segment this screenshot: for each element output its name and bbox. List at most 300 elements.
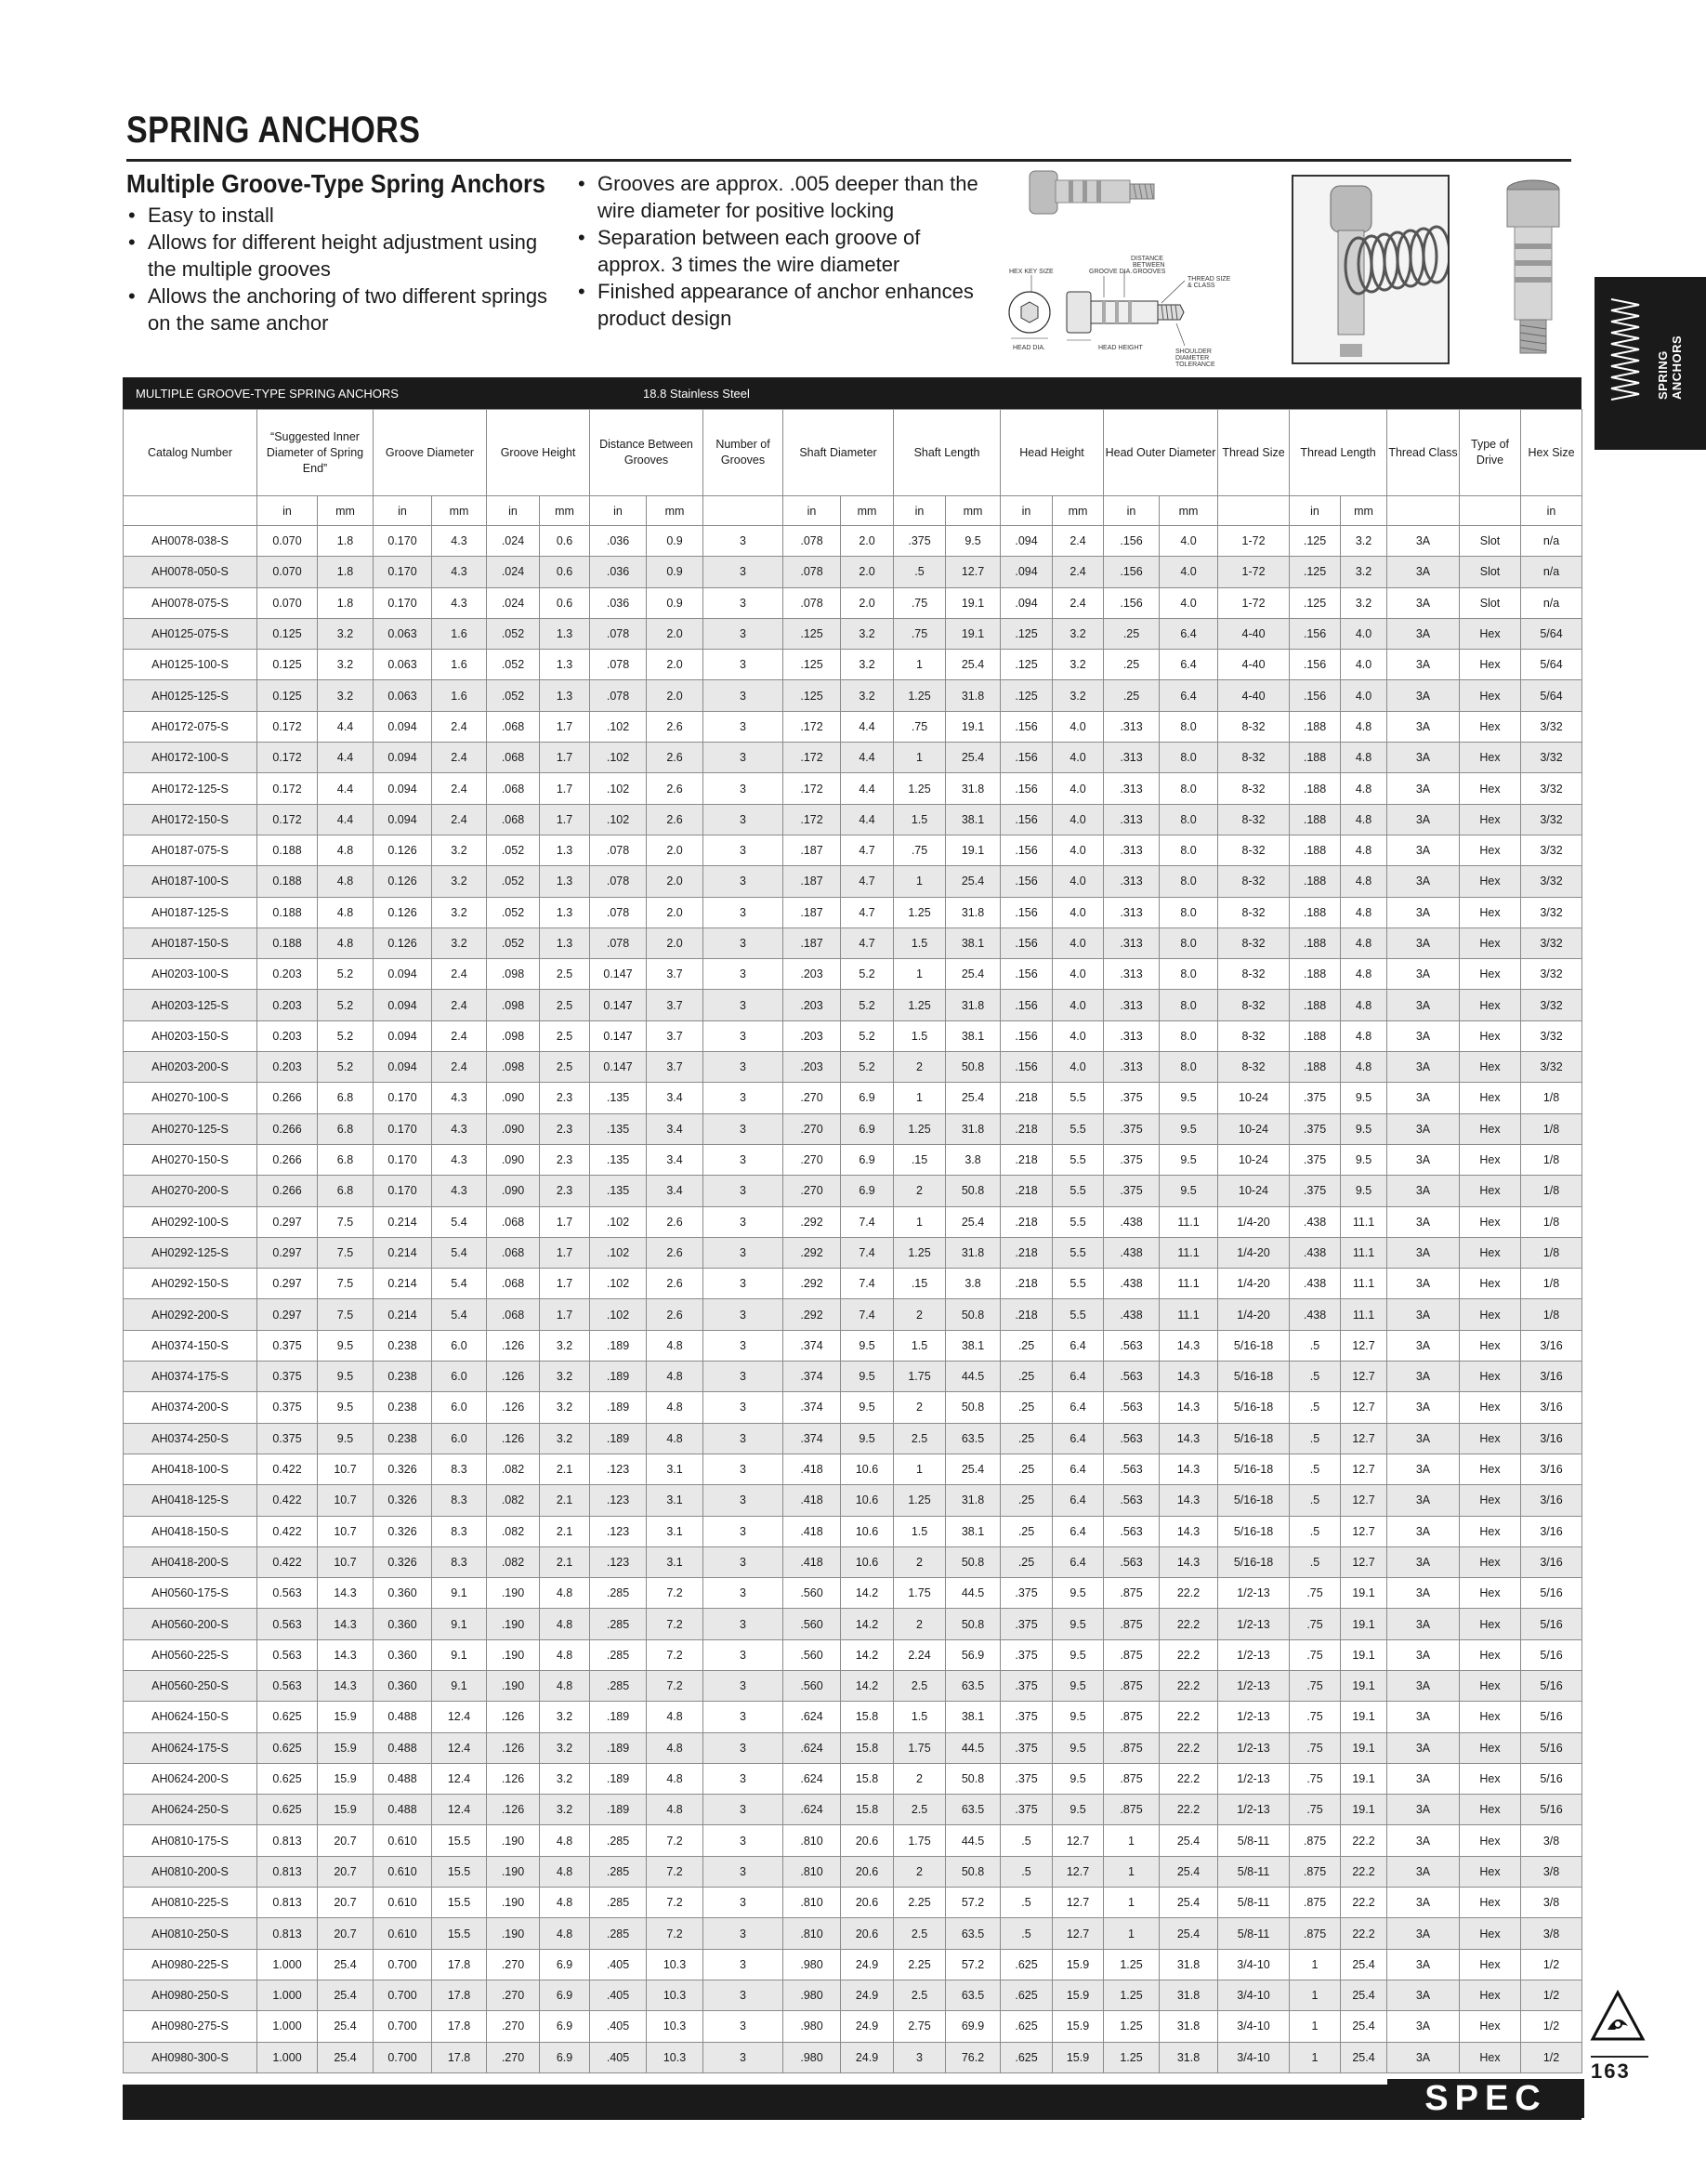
table-cell: .292	[783, 1206, 841, 1237]
catalog-number-cell: AH0980-300-S	[124, 2042, 257, 2072]
table-cell: .270	[783, 1113, 841, 1144]
table-cell: .810	[783, 1918, 841, 1949]
table-cell: 6.8	[318, 1144, 374, 1175]
page-number: 163	[1591, 2059, 1631, 2083]
table-cell: Hex	[1460, 1609, 1521, 1639]
table-cell: 5.5	[1053, 1144, 1104, 1175]
table-cell: .188	[1290, 773, 1341, 804]
table-cell: 25.4	[318, 1980, 374, 2010]
label-shoulder-2: DIAMETER	[1175, 355, 1210, 362]
table-cell: .125	[1290, 526, 1341, 557]
table-cell: 3	[703, 1795, 783, 1825]
table-cell: .810	[783, 1825, 841, 1856]
table-cell: .203	[783, 990, 841, 1020]
header-distance: Distance Between Grooves	[590, 410, 703, 496]
table-cell: .068	[487, 711, 540, 742]
table-cell: 4-40	[1218, 680, 1290, 711]
table-cell: .313	[1104, 804, 1160, 835]
table-cell: .052	[487, 897, 540, 928]
table-cell: 3A	[1387, 1206, 1460, 1237]
table-cell: 5/16-18	[1218, 1330, 1290, 1361]
table-cell: 8-32	[1218, 743, 1290, 773]
table-cell: .980	[783, 2042, 841, 2072]
table-cell: 6.8	[318, 1113, 374, 1144]
table-cell: 0.488	[374, 1795, 432, 1825]
table-cell: 22.2	[1160, 1732, 1218, 1763]
table-cell: 4.8	[540, 1609, 590, 1639]
table-cell: 8.0	[1160, 866, 1218, 897]
table-cell: 25.4	[1341, 1949, 1387, 1980]
table-cell: .172	[783, 773, 841, 804]
table-cell: 2.3	[540, 1144, 590, 1175]
table-cell: 3	[703, 773, 783, 804]
catalog-number-cell: AH0187-125-S	[124, 897, 257, 928]
table-cell: 0.813	[257, 1825, 318, 1856]
table-cell: 38.1	[946, 1702, 1001, 1732]
table-cell: 63.5	[946, 1423, 1001, 1454]
table-cell: .078	[590, 835, 647, 865]
table-cell: 3.2	[841, 650, 894, 680]
catalog-number-cell: AH0810-200-S	[124, 1856, 257, 1887]
catalog-number-cell: AH0560-250-S	[124, 1670, 257, 1701]
table-cell: 19.1	[1341, 1795, 1387, 1825]
table-cell: 0.125	[257, 650, 318, 680]
table-row	[124, 1330, 1582, 1361]
table-cell: .25	[1001, 1454, 1053, 1484]
table-cell: .156	[1001, 1020, 1053, 1051]
unit-cell: mm	[841, 496, 894, 526]
table-cell: .418	[783, 1454, 841, 1484]
table-cell: 2.3	[540, 1176, 590, 1206]
table-cell: 9.5	[1160, 1113, 1218, 1144]
table-cell: .418	[783, 1546, 841, 1577]
header-num-grooves: Number of Grooves	[703, 410, 783, 496]
table-cell: 5.5	[1053, 1083, 1104, 1113]
table-cell: .135	[590, 1083, 647, 1113]
table-cell: 50.8	[946, 1856, 1001, 1887]
table-row	[124, 897, 1582, 928]
table-cell: 0.170	[374, 1176, 432, 1206]
table-cell: 4.8	[540, 1856, 590, 1887]
table-cell: Hex	[1460, 1176, 1521, 1206]
table-cell: 6.9	[841, 1113, 894, 1144]
table-cell: 0.070	[257, 587, 318, 618]
table-cell: .560	[783, 1578, 841, 1609]
table-cell: .438	[1290, 1237, 1341, 1268]
table-cell: 1.75	[894, 1362, 946, 1392]
table-cell: 3A	[1387, 650, 1460, 680]
table-cell: .126	[487, 1330, 540, 1361]
table-cell: 4.0	[1053, 711, 1104, 742]
table-cell: 1.5	[894, 804, 946, 835]
table-cell: 1.25	[894, 1485, 946, 1516]
table-cell: .189	[590, 1732, 647, 1763]
table-cell: Hex	[1460, 959, 1521, 990]
table-cell: 4.8	[318, 928, 374, 958]
table-cell: 3/4-10	[1218, 2011, 1290, 2042]
table-cell: 50.8	[946, 1299, 1001, 1330]
table-cell: 31.8	[1160, 2011, 1218, 2042]
label-head-dia: HEAD DIA.	[1013, 345, 1046, 351]
table-cell: Slot	[1460, 526, 1521, 557]
table-cell: 0.170	[374, 1144, 432, 1175]
table-cell: 9.5	[841, 1330, 894, 1361]
table-cell: .270	[487, 2011, 540, 2042]
table-cell: Hex	[1460, 1516, 1521, 1546]
table-cell: .036	[590, 557, 647, 587]
table-cell: 1.000	[257, 2042, 318, 2072]
catalog-number-cell: AH0187-075-S	[124, 835, 257, 865]
table-cell: 1.25	[894, 680, 946, 711]
table-cell: Hex	[1460, 1052, 1521, 1083]
table-cell: 2.5	[894, 1670, 946, 1701]
table-cell: 25.4	[1160, 1918, 1218, 1949]
table-cell: 3A	[1387, 526, 1460, 557]
table-cell: 1/2-13	[1218, 1763, 1290, 1794]
table-cell: 4.7	[841, 897, 894, 928]
table-cell: .082	[487, 1546, 540, 1577]
catalog-number-cell: AH0270-100-S	[124, 1083, 257, 1113]
catalog-number-cell: AH0810-250-S	[124, 1918, 257, 1949]
table-cell: 2.4	[432, 959, 487, 990]
table-cell: 14.3	[1160, 1516, 1218, 1546]
table-cell: 2.4	[432, 711, 487, 742]
table-cell: 1/2-13	[1218, 1795, 1290, 1825]
table-cell: Hex	[1460, 1485, 1521, 1516]
table-cell: 3A	[1387, 1795, 1460, 1825]
table-cell: .375	[1104, 1083, 1160, 1113]
table-cell: 8-32	[1218, 866, 1290, 897]
table-cell: .203	[783, 1052, 841, 1083]
table-cell: 1.75	[894, 1732, 946, 1763]
table-cell: 3	[703, 1732, 783, 1763]
table-cell: 12.4	[432, 1763, 487, 1794]
table-cell: 19.1	[946, 711, 1001, 742]
table-cell: .090	[487, 1144, 540, 1175]
table-cell: 10.3	[647, 1980, 703, 2010]
table-cell: .375	[1290, 1144, 1341, 1175]
table-cell: 10.3	[647, 2042, 703, 2072]
table-cell: n/a	[1521, 557, 1582, 587]
table-cell: 1.25	[894, 1237, 946, 1268]
unit-cell	[1387, 496, 1460, 526]
table-cell: Hex	[1460, 1578, 1521, 1609]
table-cell: 4.8	[647, 1362, 703, 1392]
table-cell: 6.9	[841, 1176, 894, 1206]
table-cell: 0.214	[374, 1299, 432, 1330]
table-row	[124, 1423, 1582, 1454]
table-cell: .156	[1001, 835, 1053, 865]
table-cell: 14.3	[1160, 1362, 1218, 1392]
table-cell: 1/8	[1521, 1144, 1582, 1175]
table-row	[124, 650, 1582, 680]
header-catalog: Catalog Number	[124, 410, 257, 496]
table-cell: Hex	[1460, 1330, 1521, 1361]
table-cell: .189	[590, 1362, 647, 1392]
table-cell: .375	[1001, 1732, 1053, 1763]
table-cell: Hex	[1460, 1888, 1521, 1918]
table-cell: 4.8	[1341, 773, 1387, 804]
table-cell: 0.625	[257, 1702, 318, 1732]
header-hex: Hex Size	[1521, 410, 1582, 496]
table-cell: 20.6	[841, 1918, 894, 1949]
table-cell: 2.0	[841, 526, 894, 557]
table-cell: .218	[1001, 1176, 1053, 1206]
table-cell: .5	[1290, 1516, 1341, 1546]
catalog-number-cell: AH0172-125-S	[124, 773, 257, 804]
unit-cell: in	[374, 496, 432, 526]
table-row	[124, 1299, 1582, 1330]
table-cell: 0.094	[374, 773, 432, 804]
table-cell: .25	[1001, 1423, 1053, 1454]
table-cell: 1.25	[1104, 1949, 1160, 1980]
catalog-number-cell: AH0270-125-S	[124, 1113, 257, 1144]
table-cell: 0.326	[374, 1485, 432, 1516]
unit-cell	[124, 496, 257, 526]
table-cell: 9.5	[318, 1362, 374, 1392]
table-cell: .313	[1104, 990, 1160, 1020]
table-cell: 3	[703, 928, 783, 958]
table-cell: 2.75	[894, 2011, 946, 2042]
table-cell: 0.126	[374, 866, 432, 897]
table-row	[124, 1144, 1582, 1175]
catalog-number-cell: AH0810-225-S	[124, 1888, 257, 1918]
table-cell: .172	[783, 743, 841, 773]
table-row	[124, 1949, 1582, 1980]
table-cell: .156	[1001, 1052, 1053, 1083]
table-cell: .285	[590, 1856, 647, 1887]
table-cell: 3A	[1387, 680, 1460, 711]
table-cell: 24.9	[841, 2011, 894, 2042]
table-cell: 2.25	[894, 1888, 946, 1918]
table-cell: 4.4	[318, 711, 374, 742]
table-cell: 1-72	[1218, 557, 1290, 587]
table-cell: 57.2	[946, 1888, 1001, 1918]
table-cell: Hex	[1460, 804, 1521, 835]
table-cell: 4.0	[1053, 835, 1104, 865]
catalog-number-cell: AH0418-150-S	[124, 1516, 257, 1546]
table-cell: 15.8	[841, 1795, 894, 1825]
catalog-number-cell: AH0187-100-S	[124, 866, 257, 897]
table-cell: 4.8	[647, 1423, 703, 1454]
table-row	[124, 2042, 1582, 2072]
feature-item: • Easy to install	[126, 202, 563, 229]
table-cell: 3	[703, 1144, 783, 1175]
table-cell: 3/32	[1521, 959, 1582, 990]
table-cell: 11.1	[1160, 1237, 1218, 1268]
table-row	[124, 804, 1582, 835]
table-cell: 0.094	[374, 1052, 432, 1083]
table-cell: .438	[1104, 1206, 1160, 1237]
table-cell: 11.1	[1341, 1206, 1387, 1237]
table-cell: 5.2	[841, 990, 894, 1020]
table-cell: 1/2-13	[1218, 1670, 1290, 1701]
table-cell: 9.1	[432, 1578, 487, 1609]
table-cell: .098	[487, 1052, 540, 1083]
table-cell: 7.5	[318, 1269, 374, 1299]
table-cell: .123	[590, 1485, 647, 1516]
table-cell: .156	[1001, 866, 1053, 897]
table-cell: 22.2	[1160, 1795, 1218, 1825]
table-cell: .270	[783, 1176, 841, 1206]
table-cell: 4.8	[647, 1392, 703, 1423]
table-cell: 0.9	[647, 587, 703, 618]
table-cell: 6.9	[841, 1083, 894, 1113]
table-cell: .375	[1290, 1083, 1341, 1113]
table-cell: 6.4	[1160, 650, 1218, 680]
table-cell: 3/16	[1521, 1454, 1582, 1484]
label-shoulder-3: TOLERANCE	[1175, 362, 1215, 368]
table-cell: .172	[783, 804, 841, 835]
table-cell: 0.203	[257, 1052, 318, 1083]
table-cell: 25.4	[946, 1083, 1001, 1113]
catalog-number-cell: AH0624-250-S	[124, 1795, 257, 1825]
table-cell: 22.2	[1160, 1702, 1218, 1732]
table-cell: .5	[1290, 1362, 1341, 1392]
table-cell: 1/2	[1521, 2042, 1582, 2072]
table-cell: 2.5	[894, 1795, 946, 1825]
table-cell: 15.9	[1053, 1980, 1104, 2010]
table-cell: 22.2	[1160, 1578, 1218, 1609]
table-cell: 3.7	[647, 1052, 703, 1083]
table-cell: .052	[487, 835, 540, 865]
table-row	[124, 743, 1582, 773]
table-cell: 2.6	[647, 773, 703, 804]
table-cell: .405	[590, 2042, 647, 2072]
table-row	[124, 1795, 1582, 1825]
table-cell: 14.3	[1160, 1423, 1218, 1454]
table-cell: 19.1	[1341, 1702, 1387, 1732]
table-cell: .15	[894, 1269, 946, 1299]
table-cell: 3.2	[540, 1392, 590, 1423]
table-cell: 6.0	[432, 1330, 487, 1361]
table-cell: 1.3	[540, 866, 590, 897]
unit-cell: in	[1521, 496, 1582, 526]
table-cell: 7.2	[647, 1609, 703, 1639]
table-cell: 7.4	[841, 1299, 894, 1330]
table-cell: 0.094	[374, 743, 432, 773]
table-cell: 3.4	[647, 1083, 703, 1113]
table-cell: 25.4	[946, 1206, 1001, 1237]
table-row	[124, 1052, 1582, 1083]
table-cell: .078	[590, 897, 647, 928]
feature-item: • Allows for different height adjustment using the multiple grooves	[126, 229, 563, 283]
table-cell: 5/16	[1521, 1732, 1582, 1763]
table-cell: 5/64	[1521, 680, 1582, 711]
table-cell: 12.7	[1053, 1918, 1104, 1949]
table-cell: 15.9	[318, 1702, 374, 1732]
table-cell: 4.8	[1341, 1052, 1387, 1083]
table-cell: 9.5	[318, 1392, 374, 1423]
table-cell: .625	[1001, 1949, 1053, 1980]
table-cell: 4.7	[841, 866, 894, 897]
table-cell: 3A	[1387, 1020, 1460, 1051]
table-cell: 4.0	[1341, 650, 1387, 680]
table-cell: 1/8	[1521, 1237, 1582, 1268]
table-cell: 2.5	[894, 1423, 946, 1454]
table-cell: .438	[1290, 1206, 1341, 1237]
table-cell: .102	[590, 804, 647, 835]
table-row	[124, 1176, 1582, 1206]
table-cell: 3	[703, 804, 783, 835]
table-cell: 19.1	[946, 835, 1001, 865]
table-cell: .052	[487, 928, 540, 958]
table-cell: n/a	[1521, 587, 1582, 618]
table-cell: 25.4	[946, 1454, 1001, 1484]
table-cell: .560	[783, 1670, 841, 1701]
table-cell: 9.5	[1341, 1083, 1387, 1113]
table-cell: .405	[590, 2011, 647, 2042]
table-cell: 50.8	[946, 1392, 1001, 1423]
table-cell: 14.2	[841, 1670, 894, 1701]
table-cell: 4.4	[318, 804, 374, 835]
table-cell: 0.188	[257, 835, 318, 865]
table-cell: .5	[1290, 1330, 1341, 1361]
table-cell: Slot	[1460, 587, 1521, 618]
table-cell: 12.7	[1341, 1330, 1387, 1361]
table-cell: .313	[1104, 1020, 1160, 1051]
table-cell: .052	[487, 618, 540, 649]
table-cell: 6.4	[1053, 1546, 1104, 1577]
table-cell: .078	[590, 866, 647, 897]
table-cell: 1.5	[894, 1020, 946, 1051]
table-cell: Hex	[1460, 1083, 1521, 1113]
table-cell: 1.25	[1104, 1980, 1160, 2010]
table-cell: .078	[783, 557, 841, 587]
unit-cell: in	[1001, 496, 1053, 526]
table-cell: .188	[1290, 711, 1341, 742]
table-row	[124, 1702, 1582, 1732]
table-cell: 2	[894, 1763, 946, 1794]
table-cell: 14.2	[841, 1639, 894, 1670]
table-cell: 3A	[1387, 959, 1460, 990]
table-cell: 4.8	[647, 1330, 703, 1361]
table-cell: 6.9	[540, 2042, 590, 2072]
unit-cell: in	[894, 496, 946, 526]
table-cell: .125	[783, 618, 841, 649]
table-cell: 3A	[1387, 1888, 1460, 1918]
table-cell: 15.9	[318, 1795, 374, 1825]
table-cell: .123	[590, 1454, 647, 1484]
unit-cell: in	[1104, 496, 1160, 526]
catalog-number-cell: AH0203-100-S	[124, 959, 257, 990]
table-cell: .563	[1104, 1485, 1160, 1516]
table-cell: 12.7	[1341, 1362, 1387, 1392]
table-cell: .188	[1290, 959, 1341, 990]
table-cell: 11.1	[1341, 1299, 1387, 1330]
catalog-number-cell: AH0810-175-S	[124, 1825, 257, 1856]
table-cell: 3/32	[1521, 835, 1582, 865]
table-cell: 1.5	[894, 1702, 946, 1732]
table-cell: .090	[487, 1176, 540, 1206]
table-cell: .187	[783, 897, 841, 928]
table-cell: 3/4-10	[1218, 1949, 1290, 1980]
table-cell: 1.7	[540, 1299, 590, 1330]
table-cell: Hex	[1460, 835, 1521, 865]
table-cell: .078	[590, 928, 647, 958]
table-cell: Hex	[1460, 1795, 1521, 1825]
table-cell: 15.8	[841, 1763, 894, 1794]
table-cell: .375	[1104, 1176, 1160, 1206]
table-cell: 3	[703, 618, 783, 649]
table-cell: 0.147	[590, 1052, 647, 1083]
table-cell: 1/4-20	[1218, 1299, 1290, 1330]
table-cell: 3	[703, 680, 783, 711]
table-cell: .126	[487, 1423, 540, 1454]
table-cell: .098	[487, 959, 540, 990]
table-cell: .082	[487, 1516, 540, 1546]
table-cell: 9.1	[432, 1639, 487, 1670]
